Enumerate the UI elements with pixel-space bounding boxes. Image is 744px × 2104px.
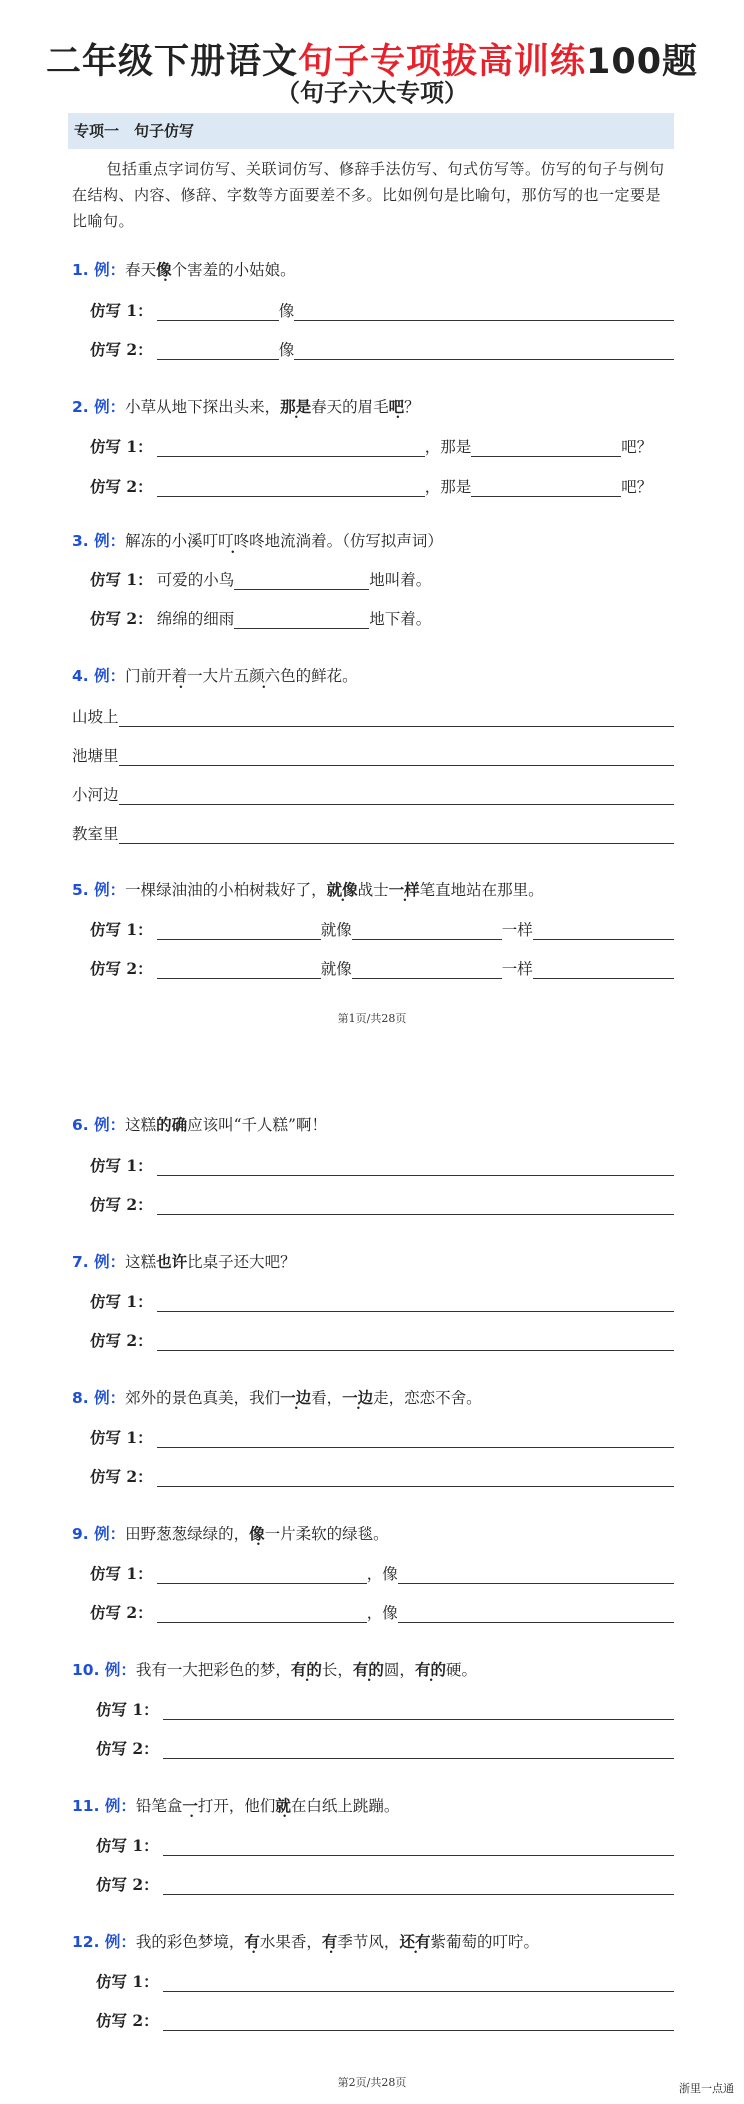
place-label: 小河边 <box>72 786 119 804</box>
fixed-word: 一样 <box>501 921 533 939</box>
answer-blank[interactable] <box>163 1701 674 1720</box>
place-label: 池塘里 <box>72 747 119 765</box>
keyword: 的确 <box>156 1115 188 1134</box>
answer-row-2 <box>72 1737 674 1759</box>
example-text: 小草从地下探出头来， <box>125 398 281 416</box>
example-text: 水果香， <box>259 1933 322 1951</box>
example-text: 门前开 <box>125 667 172 685</box>
answer-row-2 <box>72 338 674 360</box>
example-sentence <box>72 1113 327 1135</box>
exercise-number: 10. 例： <box>72 1661 136 1679</box>
example-text: 铅笔盒 <box>135 1797 183 1815</box>
example-text: 紫葡萄的叮咛。 <box>430 1933 539 1951</box>
keyword: 着 <box>171 667 188 685</box>
answer-label: 仿写 2： <box>90 1467 153 1486</box>
example-sentence <box>72 529 443 551</box>
answer-label: 仿写 1： <box>90 1428 153 1447</box>
exercise-number: 1. 例： <box>72 261 126 279</box>
example-text: 季节风， <box>337 1933 400 1951</box>
page-footer: 第1页/共28页 <box>337 1012 407 1025</box>
example-text: 一片柔软的绿毯。 <box>264 1525 389 1543</box>
keyword: 像 <box>249 1524 265 1543</box>
answer-label: 仿写 1： <box>96 1972 159 1991</box>
answer-label: 仿写 2： <box>90 1195 153 1214</box>
keyword: 五颜六色 <box>233 667 296 685</box>
exercise-number: 8. 例： <box>72 1389 126 1407</box>
keyword: 吧 <box>388 397 405 416</box>
answer-blank[interactable] <box>398 1604 674 1623</box>
answer-label: 仿写 1： <box>90 920 153 939</box>
fixed-word: ，那是 <box>424 438 472 456</box>
keyword: 有的 <box>352 1660 384 1679</box>
fixed-word: ，像 <box>366 1604 398 1622</box>
keyword: 就像 <box>326 880 358 899</box>
answer-row-place <box>72 822 674 844</box>
example-text: 这糕 <box>125 1253 157 1271</box>
answer-row-1 <box>72 299 674 321</box>
section-description: 包括重点字词仿写、关联词仿写、修辞手法仿写、句式仿写等。仿写的句子与例句在结构、内容、修辞、字数等方面要差不多。比如例句是比喻句，那仿写的也一定要是比喻句。 <box>72 160 665 230</box>
page-1 <box>0 0 744 1035</box>
answer-blank[interactable] <box>533 921 674 940</box>
example-text: 走，恋恋不舍。 <box>373 1389 482 1407</box>
keyword: 有的 <box>414 1660 446 1679</box>
answer-blank[interactable] <box>294 302 674 321</box>
title-red: 句子专项拔高训练 <box>297 42 586 82</box>
example-sentence <box>72 1794 399 1816</box>
example-sentence <box>72 1386 482 1408</box>
example-text: 应该叫“千人糕”啊！ <box>187 1116 327 1134</box>
answer-blank[interactable] <box>163 1876 674 1895</box>
exercise-number: 12. 例： <box>72 1933 136 1951</box>
answer-blank[interactable] <box>163 1740 674 1759</box>
page-footer: 第2页/共28页 <box>337 2076 407 2089</box>
answer-blank[interactable] <box>471 438 621 457</box>
keyword: 有的 <box>290 1660 322 1679</box>
answer-row-1 <box>72 1970 674 1992</box>
answer-blank[interactable] <box>398 1565 674 1584</box>
answer-row-place <box>72 783 674 805</box>
answer-label: 仿写 2： <box>90 340 153 359</box>
example-text: 一棵绿油油的小柏树栽好了， <box>125 881 327 899</box>
fixed-word: 绵绵的细雨 <box>156 610 235 628</box>
answer-label: 仿写 1： <box>90 437 153 456</box>
example-text: 田野葱葱绿绿的， <box>125 1525 250 1543</box>
answer-row-2 <box>72 475 674 497</box>
example-text: 圆， <box>383 1661 415 1679</box>
answer-label: 仿写 2： <box>96 1739 159 1758</box>
answer-row-1 <box>72 1562 674 1584</box>
answer-label: 仿写 2： <box>90 959 153 978</box>
example-text: 比桌子还大吧？ <box>187 1253 296 1271</box>
fixed-word: 像 <box>278 302 295 320</box>
answer-row-2 <box>72 1329 674 1351</box>
fixed-word: 像 <box>278 341 295 359</box>
keyword: 那是 <box>280 397 312 416</box>
example-text: 解冻的小溪 <box>125 532 203 550</box>
answer-label: 仿写 1： <box>90 301 153 320</box>
keyword: 一样 <box>388 880 420 899</box>
answer-label: 仿写 1： <box>96 1836 159 1855</box>
answer-row-1 <box>72 1426 674 1448</box>
keyword: 还有 <box>399 1932 431 1951</box>
fixed-word: 地下着。 <box>369 610 432 628</box>
keyword: 一边 <box>280 1388 312 1407</box>
keyword: 有 <box>244 1932 260 1951</box>
answer-row-place <box>72 705 674 727</box>
answer-blank[interactable] <box>533 960 674 979</box>
answer-label: 仿写 1： <box>90 1292 153 1311</box>
answer-row-2 <box>72 607 674 629</box>
title-black: 二年级下册语文 <box>45 42 298 82</box>
answer-row-2 <box>72 1193 674 1215</box>
answer-label: 仿写 2： <box>90 477 153 496</box>
example-sentence <box>72 258 296 280</box>
answer-blank[interactable] <box>119 825 674 844</box>
keyword: 像 <box>156 260 172 279</box>
keyword: 有 <box>321 1932 338 1951</box>
answer-blank[interactable] <box>294 341 674 360</box>
answer-label: 仿写 2： <box>90 1603 153 1622</box>
keyword: 也许 <box>156 1252 188 1271</box>
exercise-number: 9. 例： <box>72 1525 126 1543</box>
fixed-word: 吧？ <box>621 438 653 456</box>
answer-blank[interactable] <box>157 1157 674 1176</box>
keyword: 一边 <box>342 1388 374 1407</box>
answer-row-1 <box>72 1290 674 1312</box>
fixed-word: 就像 <box>320 921 352 939</box>
exercise-number: 3. 例： <box>72 532 126 550</box>
page-2 <box>0 1070 744 2104</box>
example-text: 硬。 <box>445 1661 477 1679</box>
example-sentence <box>72 1658 477 1680</box>
answer-blank[interactable] <box>352 960 502 979</box>
answer-blank[interactable] <box>234 610 369 629</box>
example-sentence <box>72 664 358 686</box>
example-sentence <box>72 878 544 900</box>
example-text: 战士 <box>357 881 389 899</box>
answer-row-2 <box>72 1873 674 1895</box>
keyword: 一 <box>182 1796 198 1815</box>
answer-row-1 <box>72 568 674 590</box>
exercise-number: 6. 例： <box>72 1116 126 1134</box>
example-text: 一大片 <box>187 667 234 685</box>
fixed-word: 吧？ <box>621 478 653 496</box>
answer-blank[interactable] <box>157 1468 674 1487</box>
answer-label: 仿写 2： <box>96 2011 159 2030</box>
keyword: 叮叮咚咚 <box>202 532 265 550</box>
answer-blank[interactable] <box>157 478 425 497</box>
fixed-word: ，像 <box>366 1565 398 1583</box>
answer-blank[interactable] <box>157 1196 674 1215</box>
answer-blank[interactable] <box>234 571 369 590</box>
answer-blank[interactable] <box>119 708 674 727</box>
answer-blank[interactable] <box>157 438 425 457</box>
watermark-text: 浙里一点通 <box>679 2082 734 2095</box>
example-text: 我有一大把彩色的梦， <box>135 1661 291 1679</box>
answer-blank[interactable] <box>157 1293 674 1312</box>
fixed-word: 就像 <box>320 960 352 978</box>
answer-row-1 <box>72 1698 674 1720</box>
answer-blank[interactable] <box>157 1604 367 1623</box>
example-text: 这糕 <box>125 1116 157 1134</box>
exercise-number: 4. 例： <box>72 667 126 685</box>
answer-blank[interactable] <box>352 921 502 940</box>
place-label: 山坡上 <box>72 708 119 726</box>
answer-row-2 <box>72 1465 674 1487</box>
answer-blank[interactable] <box>157 1429 674 1448</box>
answer-label: 仿写 2： <box>90 1331 153 1350</box>
answer-row-1 <box>72 918 674 940</box>
answer-row-1 <box>72 435 674 457</box>
example-text: 地流淌着。（仿写拟声词） <box>264 532 443 550</box>
fixed-word: 地叫着。 <box>369 571 432 589</box>
answer-row-2 <box>72 2009 674 2031</box>
answer-row-place <box>72 744 674 766</box>
example-text: 郊外的景色真美，我们 <box>125 1389 281 1407</box>
keyword: 就 <box>275 1796 291 1815</box>
answer-blank[interactable] <box>157 302 279 321</box>
example-sentence <box>72 1522 389 1544</box>
title-tail: 100题 <box>585 42 699 82</box>
fixed-word: 一样 <box>501 960 533 978</box>
example-sentence <box>72 395 420 417</box>
page-subtitle: （句子六大专项） <box>276 79 468 107</box>
answer-blank[interactable] <box>163 2012 674 2031</box>
answer-blank[interactable] <box>163 1837 674 1856</box>
example-text: 在白纸上跳蹦。 <box>290 1797 400 1815</box>
answer-blank[interactable] <box>157 1565 367 1584</box>
answer-row-1 <box>72 1154 674 1176</box>
answer-label: 仿写 1： <box>90 1156 153 1175</box>
example-text: 春天的眉毛 <box>311 398 389 416</box>
example-sentence <box>72 1930 539 1952</box>
answer-row-2 <box>72 957 674 979</box>
answer-label: 仿写 1： <box>96 1700 159 1719</box>
fixed-word: ，那是 <box>424 478 472 496</box>
example-text: 看， <box>311 1389 343 1407</box>
answer-row-1 <box>72 1834 674 1856</box>
answer-blank[interactable] <box>119 747 674 766</box>
example-text: 打开，他们 <box>197 1797 276 1815</box>
answer-blank[interactable] <box>163 1973 674 1992</box>
place-label: 教室里 <box>72 825 119 843</box>
answer-blank[interactable] <box>157 921 321 940</box>
example-text: 春天 <box>125 261 157 279</box>
answer-row-2 <box>72 1601 674 1623</box>
example-text: 的鲜花。 <box>295 667 358 685</box>
answer-label: 仿写 1： <box>90 1564 153 1583</box>
answer-label: 仿写 1： <box>90 570 153 589</box>
answer-blank[interactable] <box>157 960 321 979</box>
fixed-word: 可爱的小鸟 <box>156 571 235 589</box>
answer-label: 仿写 2： <box>90 609 153 628</box>
example-text: 我的彩色梦境， <box>135 1933 245 1951</box>
exercise-number: 5. 例： <box>72 881 126 899</box>
section-header: 专项一 句子仿写 <box>68 113 674 149</box>
answer-blank[interactable] <box>471 478 621 497</box>
answer-label: 仿写 2： <box>96 1875 159 1894</box>
answer-blank[interactable] <box>157 1332 674 1351</box>
exercise-number: 2. 例： <box>72 398 126 416</box>
example-text: ？ <box>404 398 420 416</box>
example-text: 个害羞的小姑娘。 <box>171 261 296 279</box>
example-text: 笔直地站在那里。 <box>419 881 544 899</box>
exercise-number: 11. 例： <box>72 1797 136 1815</box>
answer-blank[interactable] <box>119 786 674 805</box>
exercise-number: 7. 例： <box>72 1253 126 1271</box>
example-sentence <box>72 1250 296 1272</box>
example-text: 长， <box>321 1661 353 1679</box>
answer-blank[interactable] <box>157 341 279 360</box>
